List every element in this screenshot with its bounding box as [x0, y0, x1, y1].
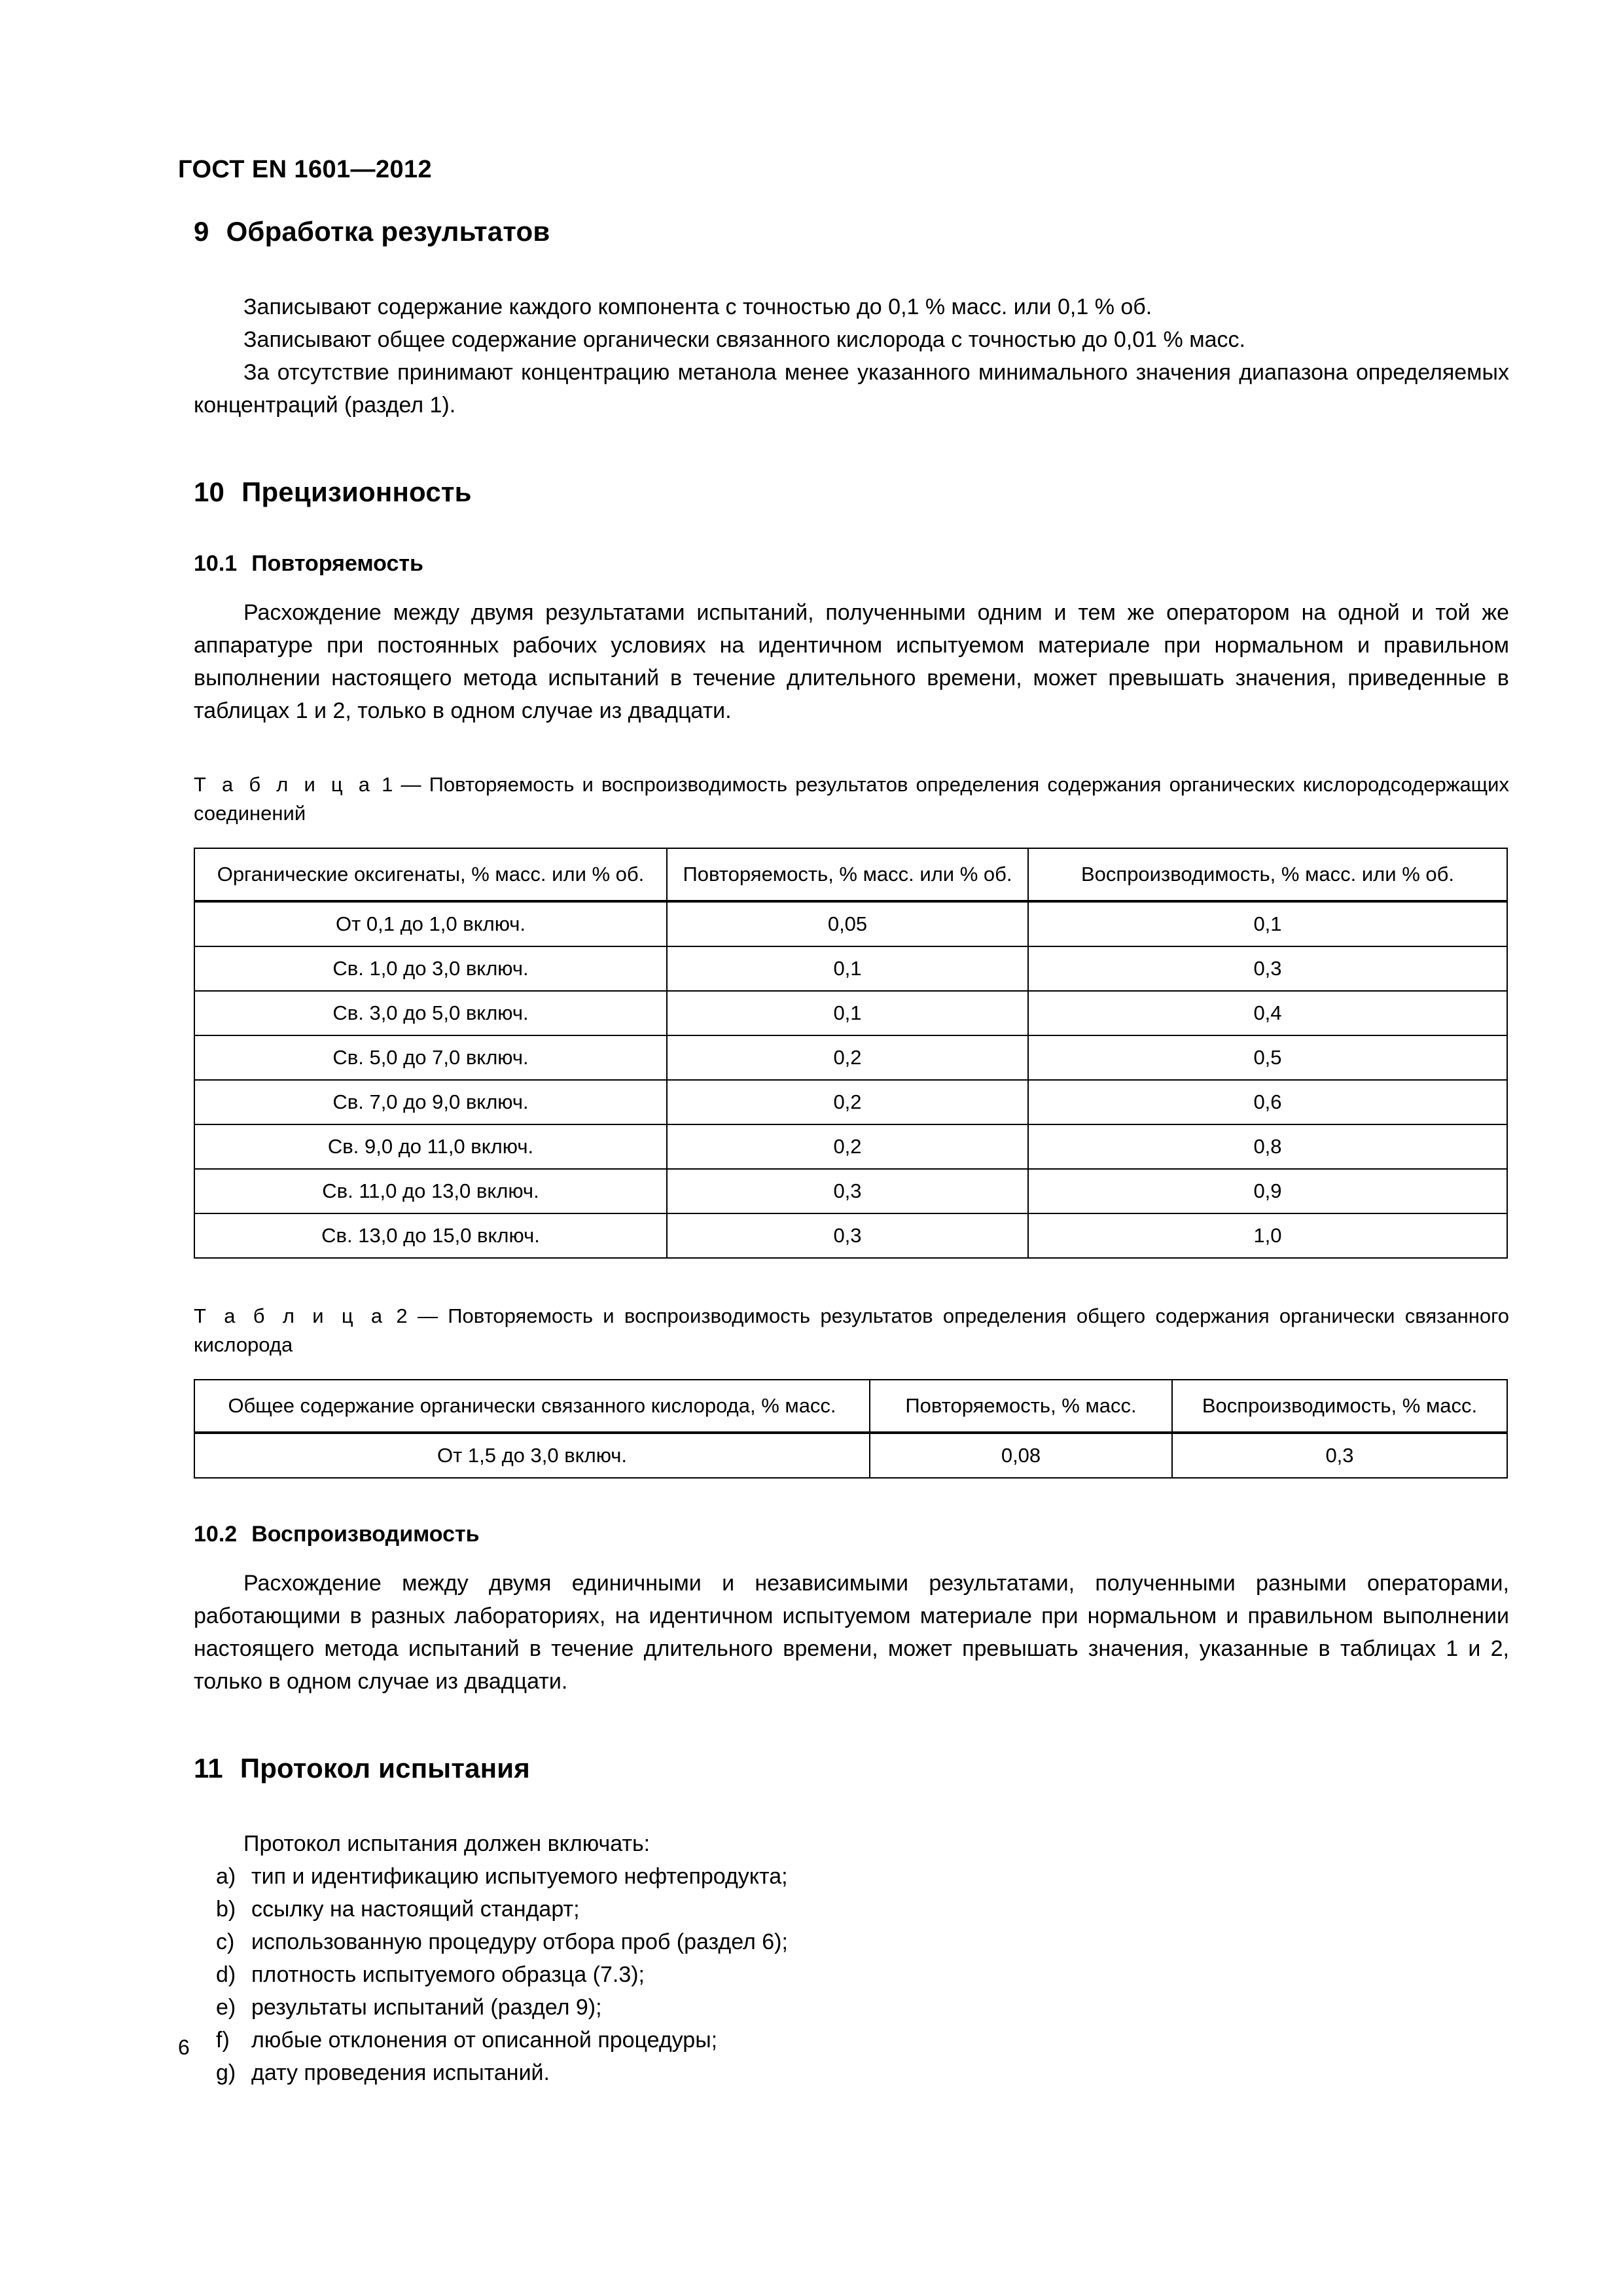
list-item-marker: c) — [216, 1929, 235, 1954]
clause-11-heading — [194, 1753, 1509, 1784]
list-item-marker: f) — [216, 2028, 230, 2053]
table-1-header-cell-2: Повторяемость, % масс. или % об. — [667, 848, 1028, 901]
table-1-header-cell-1: Органические оксигенаты, % масс. или % об. — [194, 848, 667, 901]
table-1-cell-r5c1: Св. 7,0 до 9,0 включ. — [194, 1080, 667, 1124]
list-item-marker: d) — [216, 1962, 236, 1987]
list-item-marker: e) — [216, 1995, 236, 2020]
clause-9-paragraph-2: Записывают общее содержание органически связанного кислорода с точностью до 0,01 % масс. — [243, 327, 1245, 352]
clause-10-2-paragraph: Расхождение между двумя единичными и независимыми результатами, полученными разными операторами, работающими в разных лабораториях, на идентичном испытуемом материале при нормальном и правильном выполнении настоящего метода испытаний в течение длительного времени, может превышать значения, указанные в таблицах 1 и 2, только в одном случае из двадцати. — [194, 1571, 1509, 1694]
list-item-text: ссылку на настоящий стандарт; — [251, 1897, 580, 1922]
list-item — [194, 1893, 1509, 1926]
table-2-caption-word: Т а б л и ц а — [194, 1304, 387, 1327]
list-item — [194, 2056, 1509, 2089]
table-1-cell-r1c1: От 0,1 до 1,0 включ. — [194, 901, 667, 946]
table-1-cell-r4c3: 0,5 — [1028, 1035, 1507, 1080]
table-1-caption-text: — Повторяемость и воспроизводимость результатов определения содержания органических кислородсодержащих соединений — [194, 773, 1510, 825]
list-item-text: результаты испытаний (раздел 9); — [251, 1995, 602, 2020]
clause-11-title: Протокол испытания — [240, 1753, 530, 1784]
table-2-cell-r1c2: 0,08 — [870, 1433, 1172, 1478]
table-row — [194, 946, 1507, 991]
table-2-header-row — [194, 1380, 1507, 1433]
clause-10-title: Прецизионность — [241, 476, 472, 507]
page-number: 6 — [178, 2036, 190, 2059]
table-1-cell-r2c3: 0,3 — [1028, 946, 1507, 991]
table-2-caption-text: — Повторяемость и воспроизводимость результатов определения общего содержания органически связанного кислорода — [194, 1304, 1509, 1356]
table-row — [194, 1035, 1507, 1080]
table-1-cell-r8c3: 1,0 — [1028, 1213, 1507, 1258]
clause-10-1-heading — [194, 551, 1509, 577]
table-row — [194, 901, 1507, 946]
table-1-caption-word: Т а б л и ц а — [194, 773, 374, 796]
clause-9-paragraph-1: Записывают содержание каждого компонента с точностью до 0,1 % масс. или 0,1 % об. — [243, 295, 1152, 319]
list-item-marker: b) — [216, 1897, 236, 1922]
table-1-cell-r4c1: Св. 5,0 до 7,0 включ. — [194, 1035, 667, 1080]
table-row — [194, 1433, 1507, 1478]
list-item-text: тип и идентификацию испытуемого нефтепродукта; — [251, 1864, 788, 1889]
table-1-cell-r6c2: 0,2 — [667, 1124, 1028, 1169]
table-1-header-cell-3: Воспроизводимость, % масс. или % об. — [1028, 848, 1507, 901]
list-item-text: плотность испытуемого образца (7.3); — [251, 1962, 645, 1987]
table-row — [194, 1213, 1507, 1258]
table-1-cell-r3c1: Св. 3,0 до 5,0 включ. — [194, 991, 667, 1035]
list-item — [194, 2024, 1509, 2056]
table-1-cell-r7c3: 0,9 — [1028, 1169, 1507, 1213]
running-header: ГОСТ EN 1601—2012 — [178, 156, 433, 183]
clause-11-number: 11 — [194, 1753, 223, 1784]
table-1-cell-r7c1: Св. 11,0 до 13,0 включ. — [194, 1169, 667, 1213]
clause-9-paragraph-3: За отсутствие принимают концентрацию метанола менее указанного минимального значения диапазона определяемых концентраций (раздел 1). — [194, 360, 1509, 418]
clause-11-list — [194, 1860, 1509, 2089]
table-2-caption — [194, 1302, 1509, 1359]
clause-9-heading — [194, 216, 1509, 247]
table-1-cell-r4c2: 0,2 — [667, 1035, 1028, 1080]
table-row — [194, 1080, 1507, 1124]
table-2-header-cell-3: Воспроизводимость, % масс. — [1172, 1380, 1507, 1433]
clause-10-1-number: 10.1 — [194, 551, 238, 576]
clause-9-title: Обработка результатов — [226, 216, 550, 247]
list-item — [194, 1958, 1509, 1991]
list-item-text: использованную процедуру отбора проб (раздел 6); — [251, 1929, 788, 1954]
table-1-cell-r2c1: Св. 1,0 до 3,0 включ. — [194, 946, 667, 991]
table-1-cell-r6c1: Св. 9,0 до 11,0 включ. — [194, 1124, 667, 1169]
table-2-header-cell-1: Общее содержание органически связанного кислорода, % масс. — [194, 1380, 870, 1433]
clause-10-number: 10 — [194, 476, 225, 507]
table-1-cell-r3c2: 0,1 — [667, 991, 1028, 1035]
clause-9-number: 9 — [194, 216, 209, 247]
table-1-cell-r5c2: 0,2 — [667, 1080, 1028, 1124]
table-2-caption-number: 2 — [396, 1304, 408, 1327]
table-1-caption — [194, 770, 1509, 828]
list-item — [194, 1860, 1509, 1893]
table-1-header-row — [194, 848, 1507, 901]
table-1-caption-number: 1 — [382, 773, 393, 796]
table-row — [194, 991, 1507, 1035]
clause-11-lead-in: Протокол испытания должен включать: — [243, 1831, 651, 1856]
table-2-cell-r1c3: 0,3 — [1172, 1433, 1507, 1478]
clause-10-2-heading — [194, 1522, 1509, 1547]
clause-10-1-paragraph: Расхождение между двумя результатами испытаний, полученными одним и тем же оператором на одной и той же аппаратуре при постоянных рабочих условиях на идентичном испытуемом материале при нормальном и правильном выполнении настоящего метода испытаний в течение длительного времени, может превышать значения, приведенные в таблицах 1 и 2, только в одном случае из двадцати. — [194, 600, 1509, 723]
table-1-cell-r8c2: 0,3 — [667, 1213, 1028, 1258]
clause-10-2-number: 10.2 — [194, 1522, 238, 1547]
clause-10-1-title: Повторяемость — [251, 551, 423, 576]
table-1-cell-r7c2: 0,3 — [667, 1169, 1028, 1213]
table-2-header-cell-2: Повторяемость, % масс. — [870, 1380, 1172, 1433]
table-1-cell-r2c2: 0,1 — [667, 946, 1028, 991]
list-item — [194, 1926, 1509, 1958]
table-1 — [194, 848, 1508, 1259]
clause-10-2-title: Воспроизводимость — [251, 1522, 480, 1547]
list-item-text: дату проведения испытаний. — [251, 2060, 550, 2085]
table-1-cell-r1c3: 0,1 — [1028, 901, 1507, 946]
table-1-cell-r8c1: Св. 13,0 до 15,0 включ. — [194, 1213, 667, 1258]
page-content — [194, 216, 1509, 2089]
table-row — [194, 1169, 1507, 1213]
table-1-cell-r6c3: 0,8 — [1028, 1124, 1507, 1169]
clause-10-heading — [194, 476, 1509, 508]
table-2-cell-r1c1: От 1,5 до 3,0 включ. — [194, 1433, 870, 1478]
table-2 — [194, 1379, 1508, 1479]
table-1-cell-r3c3: 0,4 — [1028, 991, 1507, 1035]
table-row — [194, 1124, 1507, 1169]
list-item — [194, 1991, 1509, 2024]
list-item-marker: a) — [216, 1864, 236, 1889]
list-item-text: любые отклонения от описанной процедуры; — [251, 2028, 718, 2053]
list-item-marker: g) — [216, 2060, 236, 2085]
table-1-cell-r1c2: 0,05 — [667, 901, 1028, 946]
table-1-cell-r5c3: 0,6 — [1028, 1080, 1507, 1124]
